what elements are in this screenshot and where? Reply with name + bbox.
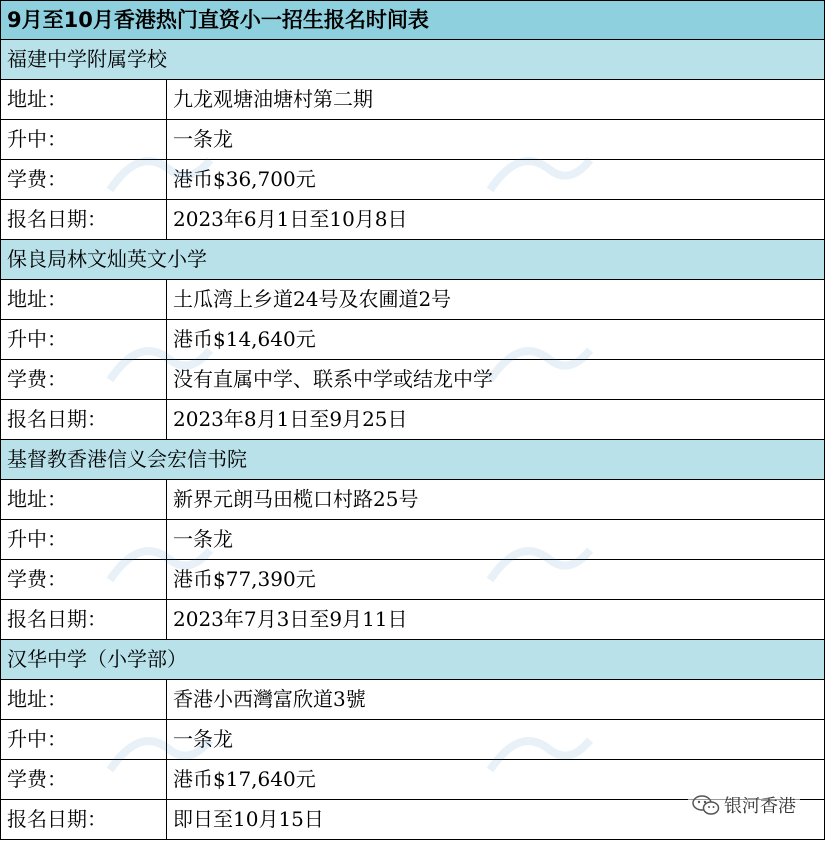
table-row: [1, 200, 825, 240]
table-row: [1, 560, 825, 600]
table-title: 9月至10月香港热门直资小一招生报名时间表: [1, 1, 825, 40]
row-label: 升中：: [1, 120, 167, 160]
row-label: 学费：: [1, 560, 167, 600]
row-label: 报名日期：: [1, 400, 167, 440]
table-row: [1, 680, 825, 720]
row-label: 学费：: [1, 360, 167, 400]
row-value: 香港小西灣富欣道3號: [167, 680, 825, 720]
row-value: 即日至10月15日: [167, 800, 825, 840]
row-value: 一条龙: [167, 520, 825, 560]
table-row: [1, 160, 825, 200]
table-row: [1, 480, 825, 520]
row-label: 升中：: [1, 520, 167, 560]
row-value: 2023年7月3日至9月11日: [167, 600, 825, 640]
row-label: 学费：: [1, 160, 167, 200]
row-label: 地址：: [1, 480, 167, 520]
table-row: [1, 520, 825, 560]
row-value: 土瓜湾上乡道24号及农圃道2号: [167, 280, 825, 320]
table-row: [1, 600, 825, 640]
table-row: [1, 280, 825, 320]
table-row: [1, 120, 825, 160]
table-row: [1, 400, 825, 440]
table-row: [1, 360, 825, 400]
school-name: 保良局林文灿英文小学: [1, 240, 825, 280]
school-name: 福建中学附属学校: [1, 40, 825, 80]
school-name: 基督教香港信义会宏信书院: [1, 440, 825, 480]
row-label: 地址：: [1, 280, 167, 320]
table-row: [1, 720, 825, 760]
row-value: 新界元朗马田榄口村路25号: [167, 480, 825, 520]
row-value: 没有直属中学、联系中学或结龙中学: [167, 360, 825, 400]
row-value: 港币$77,390元: [167, 560, 825, 600]
school-header-row: [1, 240, 825, 280]
row-value: 2023年8月1日至9月25日: [167, 400, 825, 440]
row-value: 九龙观塘油塘村第二期: [167, 80, 825, 120]
title-row: [1, 1, 825, 40]
brand-badge: [688, 790, 800, 820]
table-row: [1, 80, 825, 120]
row-label: 升中：: [1, 720, 167, 760]
row-label: 地址：: [1, 680, 167, 720]
brand-name: 银河香港: [724, 796, 796, 817]
row-value: 2023年6月1日至10月8日: [167, 200, 825, 240]
wechat-icon: [692, 794, 720, 816]
row-label: 升中：: [1, 320, 167, 360]
row-label: 地址：: [1, 80, 167, 120]
school-header-row: [1, 640, 825, 680]
row-value: 港币$36,700元: [167, 160, 825, 200]
row-label: 学费：: [1, 760, 167, 800]
row-value: 一条龙: [167, 120, 825, 160]
school-name: 汉华中学（小学部）: [1, 640, 825, 680]
school-header-row: [1, 40, 825, 80]
row-value: 港币$17,640元: [167, 760, 825, 800]
school-header-row: [1, 440, 825, 480]
table-row: [1, 320, 825, 360]
row-value: 一条龙: [167, 720, 825, 760]
row-label: 报名日期：: [1, 800, 167, 840]
row-label: 报名日期：: [1, 200, 167, 240]
row-label: 报名日期：: [1, 600, 167, 640]
row-value: 港币$14,640元: [167, 320, 825, 360]
